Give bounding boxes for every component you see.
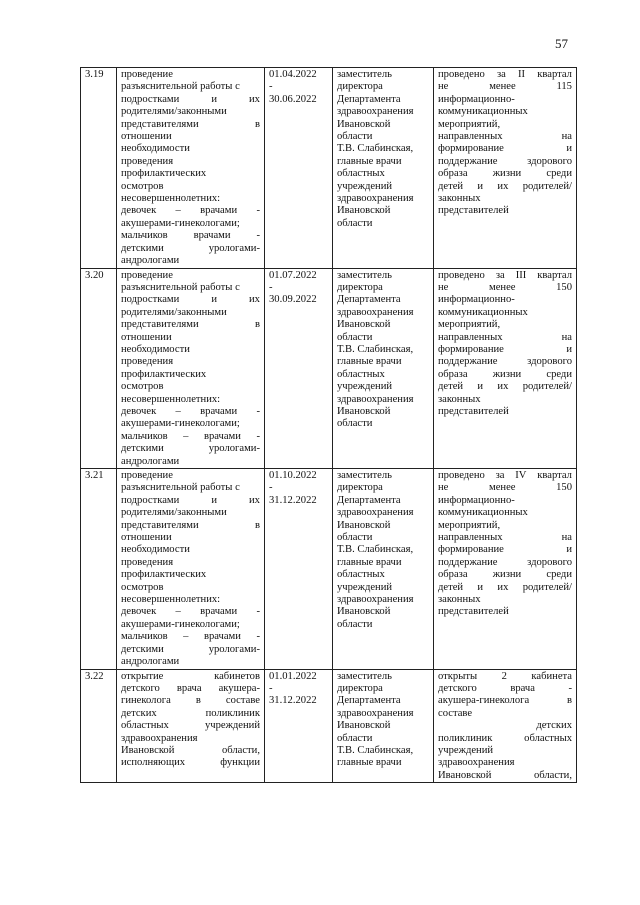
- action-line: акушерами-гинекологами;: [121, 217, 240, 229]
- action-line: проведение: [121, 470, 173, 481]
- result-line: не менее 150: [438, 281, 572, 293]
- responsible-line: учреждений: [337, 581, 393, 593]
- table-row: [81, 268, 577, 469]
- date-line: 01.10.2022: [269, 470, 317, 481]
- action-line: представителями в: [121, 519, 260, 531]
- result-line: мероприятий,: [438, 319, 501, 331]
- responsible-line: области: [337, 618, 373, 630]
- result-line: поддержание здорового: [438, 155, 572, 167]
- action-line: девочек – врачами -: [121, 205, 260, 217]
- responsible-line: директора: [337, 81, 383, 93]
- date-line: -: [269, 682, 273, 694]
- result-line: направленных на: [438, 532, 572, 544]
- result-line: представителей: [438, 205, 509, 217]
- result-line: направленных на: [438, 131, 572, 143]
- action-line: разъяснительной работы с: [121, 281, 240, 293]
- action-line: мальчиков – врачами -: [121, 631, 260, 643]
- result-line: здравоохранения: [438, 757, 515, 769]
- result-line: учреждений: [438, 744, 494, 756]
- item-number-cell: [81, 469, 117, 670]
- responsible-line: Департамента: [337, 294, 401, 306]
- result-line: направленных на: [438, 331, 572, 343]
- result-line: Ивановской области,: [438, 769, 572, 781]
- action-line: необходимости: [121, 343, 190, 355]
- action-line: андрологами: [121, 656, 180, 668]
- action-line: детскими урологами-: [121, 443, 260, 455]
- action-line: отношении: [121, 532, 172, 544]
- action-cell: [117, 469, 265, 670]
- action-line: родителями/законными: [121, 306, 227, 318]
- result-line: законных: [438, 393, 481, 405]
- table-row: [81, 68, 577, 269]
- result-line: образа жизни среди: [438, 368, 572, 380]
- responsible-line: директора: [337, 482, 383, 494]
- action-cell: [117, 268, 265, 469]
- action-line: разъяснительной работы с: [121, 482, 240, 494]
- responsible-line: области: [337, 131, 373, 143]
- action-line: андрологами: [121, 455, 180, 467]
- result-line: формирование и: [438, 343, 572, 355]
- action-line: акушерами-гинекологами;: [121, 418, 240, 430]
- date-line: 31.12.2022: [269, 695, 317, 707]
- date-line: -: [269, 482, 273, 494]
- action-line: необходимости: [121, 143, 190, 155]
- item-number: 3.22: [85, 670, 104, 682]
- result-line: поддержание здорового: [438, 356, 572, 368]
- result-line: информационно-: [438, 294, 515, 306]
- action-line: детскими урологами-: [121, 643, 260, 655]
- result-line: образа жизни среди: [438, 168, 572, 180]
- responsible-line: Т.В. Слабинская,: [337, 143, 414, 155]
- responsible-line: Т.В. Слабинская,: [337, 744, 414, 756]
- action-line: андрологами: [121, 255, 180, 267]
- dates-cell: [265, 469, 333, 670]
- result-line: детского врача -: [438, 682, 572, 694]
- result-line: формирование и: [438, 544, 572, 556]
- action-line: мальчиков врачами -: [121, 230, 260, 242]
- responsible-line: Департамента: [337, 93, 401, 105]
- action-line: осмотров: [121, 180, 164, 192]
- responsible-line: Ивановской: [337, 205, 391, 217]
- responsible-line: Ивановской: [337, 720, 391, 732]
- responsible-line: учреждений: [337, 381, 393, 393]
- action-line: профилактических: [121, 368, 207, 380]
- action-line: родителями/законными: [121, 106, 227, 118]
- result-line: проведено за II квартал: [438, 69, 572, 80]
- responsible-line: Т.В. Слабинская,: [337, 544, 414, 556]
- responsible-line: здравоохранения: [337, 594, 414, 606]
- responsible-line: Ивановской: [337, 606, 391, 618]
- action-cell: [117, 669, 265, 783]
- responsible-line: областных: [337, 368, 385, 380]
- action-line: Ивановской области,: [121, 744, 260, 756]
- action-line: отношении: [121, 131, 172, 143]
- result-line: коммуникационных: [438, 306, 528, 318]
- responsible-cell: [333, 268, 434, 469]
- action-line: проведения: [121, 356, 174, 368]
- responsible-line: директора: [337, 281, 383, 293]
- action-line: профилактических: [121, 168, 207, 180]
- action-line: гинеколога в составе: [121, 695, 260, 707]
- responsible-line: Ивановской: [337, 519, 391, 531]
- result-line: детей и их родителей/: [438, 180, 572, 192]
- action-line: детских поликлиник: [121, 707, 260, 719]
- responsible-cell: [333, 469, 434, 670]
- date-line: 01.07.2022: [269, 269, 317, 281]
- action-line: детского врача акушера-: [121, 682, 260, 694]
- action-line: осмотров: [121, 581, 164, 593]
- result-line: поддержание здорового: [438, 556, 572, 568]
- result-line: проведено за IV квартал: [438, 470, 572, 481]
- date-line: -: [269, 281, 273, 293]
- result-line: представителей: [438, 405, 509, 417]
- action-line: девочек – врачами -: [121, 606, 260, 618]
- item-number: 3.19: [85, 69, 104, 80]
- result-line: образа жизни среди: [438, 569, 572, 581]
- result-line: информационно-: [438, 93, 515, 105]
- responsible-line: Т.В. Слабинская,: [337, 343, 414, 355]
- responsible-line: областных: [337, 168, 385, 180]
- action-line: областных учреждений: [121, 720, 260, 732]
- responsible-line: области: [337, 217, 373, 229]
- responsible-line: области: [337, 418, 373, 430]
- action-line: открытие кабинетов: [121, 670, 260, 682]
- responsible-line: здравоохранения: [337, 306, 414, 318]
- dates-cell: [265, 669, 333, 783]
- result-line: законных: [438, 594, 481, 606]
- action-line: профилактических: [121, 569, 207, 581]
- result-cell: [434, 68, 577, 269]
- table-row: [81, 469, 577, 670]
- action-line: подростками и их: [121, 494, 260, 506]
- result-line: не менее 115: [438, 81, 572, 93]
- action-line: исполняющих функции: [121, 757, 260, 769]
- responsible-line: заместитель: [337, 69, 393, 80]
- action-line: подростками и их: [121, 294, 260, 306]
- dates-cell: [265, 268, 333, 469]
- responsible-line: здравоохранения: [337, 393, 414, 405]
- dates-cell: [265, 68, 333, 269]
- result-cell: [434, 469, 577, 670]
- action-line: несовершеннолетних:: [121, 594, 221, 606]
- responsible-line: заместитель: [337, 470, 393, 481]
- action-line: представителями в: [121, 118, 260, 130]
- date-line: 30.09.2022: [269, 294, 317, 306]
- responsible-line: области: [337, 331, 373, 343]
- responsible-line: главные врачи: [337, 356, 402, 368]
- date-line: 01.01.2022: [269, 670, 317, 682]
- result-line: поликлиник областных: [438, 732, 572, 744]
- responsible-line: главные врачи: [337, 155, 402, 167]
- page-number: 57: [555, 36, 568, 51]
- result-cell: [434, 669, 577, 783]
- result-line: составе: [438, 707, 473, 719]
- action-line: представителями в: [121, 319, 260, 331]
- responsible-line: Департамента: [337, 695, 401, 707]
- result-line: информационно-: [438, 494, 515, 506]
- date-line: 01.04.2022: [269, 69, 317, 80]
- responsible-line: здравоохранения: [337, 507, 414, 519]
- action-cell: [117, 68, 265, 269]
- action-line: подростками и их: [121, 93, 260, 105]
- item-number-cell: [81, 268, 117, 469]
- item-number-cell: [81, 68, 117, 269]
- result-cell: [434, 268, 577, 469]
- responsible-line: здравоохранения: [337, 106, 414, 118]
- item-number: 3.21: [85, 470, 104, 481]
- result-line: мероприятий,: [438, 118, 501, 130]
- item-number-cell: [81, 669, 117, 783]
- action-line: акушерами-гинекологами;: [121, 618, 240, 630]
- result-line: мероприятий,: [438, 519, 501, 531]
- result-line: детей и их родителей/: [438, 381, 572, 393]
- action-line: проведения: [121, 155, 174, 167]
- result-line: представителей: [438, 606, 509, 618]
- table-row: [81, 669, 577, 783]
- result-line: детей и их родителей/: [438, 581, 572, 593]
- item-number: 3.20: [85, 269, 104, 281]
- result-line: акушера-гинеколога в: [438, 695, 572, 707]
- result-line: коммуникационных: [438, 507, 528, 519]
- result-line: детских: [536, 720, 572, 732]
- action-line: детскими урологами-: [121, 242, 260, 254]
- responsible-cell: [333, 669, 434, 783]
- date-line: 30.06.2022: [269, 93, 317, 105]
- action-line: проведения: [121, 556, 174, 568]
- responsible-line: Департамента: [337, 494, 401, 506]
- result-line: открыты 2 кабинета: [438, 670, 572, 682]
- responsible-line: Ивановской: [337, 118, 391, 130]
- responsible-line: главные врачи: [337, 757, 402, 769]
- date-line: 31.12.2022: [269, 494, 317, 506]
- action-line: несовершеннолетних:: [121, 193, 221, 205]
- responsible-line: директора: [337, 682, 383, 694]
- responsible-line: Ивановской: [337, 319, 391, 331]
- date-line: -: [269, 81, 273, 93]
- result-line: коммуникационных: [438, 106, 528, 118]
- responsible-cell: [333, 68, 434, 269]
- result-line: законных: [438, 193, 481, 205]
- activities-table: [80, 67, 577, 783]
- responsible-line: Ивановской: [337, 405, 391, 417]
- result-line: формирование и: [438, 143, 572, 155]
- responsible-line: учреждений: [337, 180, 393, 192]
- action-line: несовершеннолетних:: [121, 393, 221, 405]
- responsible-line: здравоохранения: [337, 193, 414, 205]
- action-line: здравоохранения: [121, 732, 198, 744]
- result-line: не менее 150: [438, 482, 572, 494]
- responsible-line: области: [337, 532, 373, 544]
- action-line: разъяснительной работы с: [121, 81, 240, 93]
- action-line: проведение: [121, 69, 173, 80]
- action-line: девочек – врачами -: [121, 405, 260, 417]
- action-line: необходимости: [121, 544, 190, 556]
- responsible-line: здравоохранения: [337, 707, 414, 719]
- responsible-line: области: [337, 732, 373, 744]
- result-line: проведено за III квартал: [438, 269, 572, 281]
- action-line: родителями/законными: [121, 507, 227, 519]
- responsible-line: заместитель: [337, 670, 393, 682]
- responsible-line: заместитель: [337, 269, 393, 281]
- action-line: проведение: [121, 269, 173, 281]
- responsible-line: областных: [337, 569, 385, 581]
- action-line: мальчиков – врачами -: [121, 430, 260, 442]
- action-line: отношении: [121, 331, 172, 343]
- action-line: осмотров: [121, 381, 164, 393]
- responsible-line: главные врачи: [337, 556, 402, 568]
